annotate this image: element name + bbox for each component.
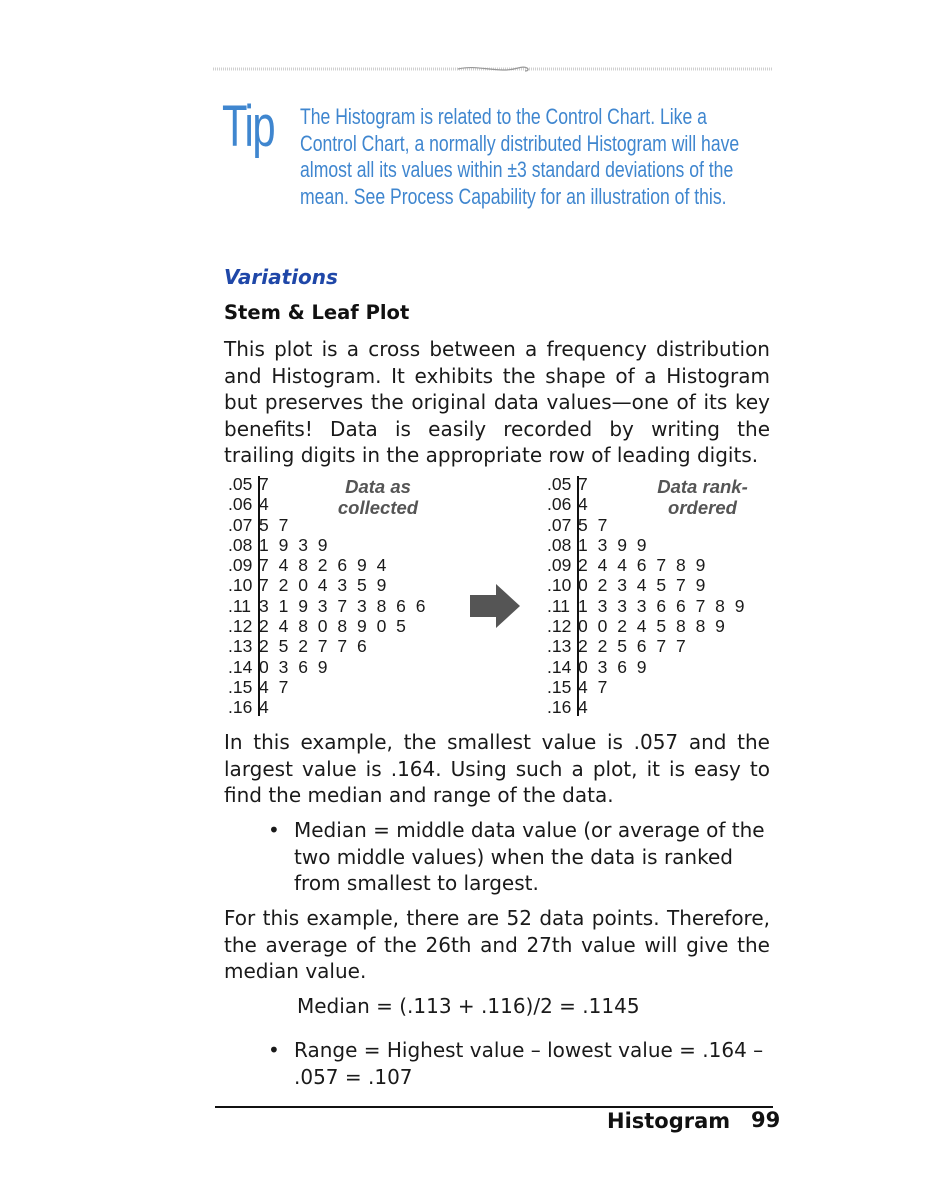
stem-leaf-row	[228, 636, 426, 656]
data-points-paragraph: For this example, there are 52 data points. Therefore, the average of the 26th and 27th value will give the median value.	[224, 906, 770, 983]
leaf-values: 4	[578, 494, 588, 515]
stem-leaf-row	[228, 657, 426, 677]
label-line: collected	[337, 497, 419, 518]
stem-leaf-row	[547, 535, 745, 555]
stem-leaf-row	[547, 616, 745, 636]
example-paragraph: In this example, the smallest value is .057 and the largest value is .164. Using such a plot, it is easy to find the median and range of the data.	[224, 730, 770, 807]
label-data-as-collected	[318, 476, 438, 518]
tip-text: The Histogram is related to the Control Chart. Like a Control Chart, a normally distributed Histogram will have almost all its values within ±3 standard deviations of the mean. See Process Capability for an illustration of this.	[300, 104, 740, 209]
leaf-values: 0 3 6 9	[578, 656, 647, 677]
stem-value: .13	[547, 636, 572, 657]
stem-leaf-row	[547, 575, 745, 595]
leaf-values: 4 7	[578, 676, 608, 697]
stem-leaf-row	[547, 636, 745, 656]
stem-value: .11	[228, 595, 252, 616]
stem-value: .05	[547, 474, 572, 494]
footer-rule	[215, 1106, 773, 1108]
bullet-dot: •	[268, 818, 280, 842]
stem-value: .11	[547, 595, 571, 616]
stem-value: .06	[228, 494, 253, 515]
leaf-values: 5 7	[578, 514, 608, 535]
intro-paragraph: This plot is a cross between a frequency distribution and Histogram. It exhibits the shape of a Histogram but preserves the original data values—one of its key benefits! Data is easily recorded by writing the trailing digits in the appropriate row of leading digits.	[224, 337, 770, 467]
stem-value: .13	[228, 636, 253, 657]
stem-value: .14	[547, 656, 572, 677]
stem-value: .12	[228, 616, 253, 637]
stem-value: .15	[547, 676, 572, 697]
leaf-values: 7	[578, 474, 588, 494]
page-number: 99	[751, 1108, 781, 1132]
stem-leaf-heading: Stem & Leaf Plot	[224, 301, 410, 324]
leaf-values: 7 2 0 4 3 5 9	[259, 575, 387, 596]
stem-leaf-row	[228, 575, 426, 595]
label-data-rank-ordered	[640, 476, 765, 518]
stem-value: .06	[547, 494, 572, 515]
tip-label: Tip	[222, 94, 275, 159]
stem-value: .16	[228, 697, 253, 718]
right-arrow-icon	[470, 584, 520, 628]
footer-section-title: Histogram	[607, 1109, 731, 1133]
stem-leaf-row	[547, 657, 745, 677]
stem-value: .09	[228, 555, 253, 576]
leaf-values: 4	[259, 697, 269, 718]
leaf-values: 7 4 8 2 6 9 4	[259, 555, 387, 576]
stem-value: .14	[228, 656, 253, 677]
median-equation: Median = (.113 + .116)/2 = .1145	[297, 994, 640, 1018]
stem-value: .15	[228, 676, 253, 697]
stem-leaf-row	[547, 555, 745, 575]
leaf-values: 4	[578, 697, 588, 718]
stem-value: .16	[547, 697, 572, 718]
leaf-values: 4 7	[259, 676, 289, 697]
stem-value: .10	[547, 575, 572, 596]
leaf-values: 5 7	[259, 514, 289, 535]
stem-leaf-row	[228, 555, 426, 575]
stem-leaf-row	[228, 677, 426, 697]
bullet-text: Median = middle data value (or average of the two middle values) when the data is ranked from smallest to largest.	[294, 818, 765, 895]
leaf-values: 1 9 3 9	[259, 534, 328, 555]
stem-value: .05	[228, 474, 253, 494]
leaf-values: 0 3 6 9	[259, 656, 328, 677]
stem-value: .12	[547, 616, 572, 637]
leaf-values: 4	[259, 494, 269, 515]
stem-value: .08	[228, 534, 253, 555]
ornament-rule	[213, 62, 773, 76]
stem-value: .10	[228, 575, 253, 596]
leaf-values: 2 2 5 6 7 7	[578, 636, 686, 657]
stem-value: .08	[547, 534, 572, 555]
label-line: Data rank-	[657, 476, 748, 497]
bullet-dot: •	[268, 1038, 280, 1062]
leaf-values: 3 1 9 3 7 3 8 6 6	[259, 595, 426, 616]
bullet-text: Range = Highest value – lowest value = .164 – .057 = .107	[294, 1038, 764, 1089]
leaf-values: 0 0 2 4 5 8 8 9	[578, 616, 725, 637]
stem-leaf-row	[228, 616, 426, 636]
bullet-median	[268, 817, 770, 897]
bullet-range	[268, 1037, 770, 1090]
stem-value: .09	[547, 555, 572, 576]
stem-value: .07	[228, 514, 253, 535]
leaf-values: 2 4 4 6 7 8 9	[578, 555, 706, 576]
stem-value: .07	[547, 514, 572, 535]
leaf-values: 2 5 2 7 7 6	[259, 636, 367, 657]
leaf-values: 7	[259, 474, 269, 494]
label-line: Data as	[345, 476, 411, 497]
leaf-values: 0 2 3 4 5 7 9	[578, 575, 706, 596]
stem-leaf-row	[228, 697, 426, 717]
stem-leaf-row	[228, 596, 426, 616]
leaf-values: 2 4 8 0 8 9 0 5	[259, 616, 406, 637]
label-line: ordered	[668, 497, 737, 518]
stem-leaf-row	[228, 535, 426, 555]
stem-leaf-row	[547, 596, 745, 616]
leaf-values: 1 3 3 3 6 6 7 8 9	[578, 595, 745, 616]
leaf-values: 1 3 9 9	[578, 534, 647, 555]
stem-leaf-row	[547, 697, 745, 717]
stem-leaf-row	[547, 677, 745, 697]
variations-heading: Variations	[224, 265, 338, 289]
